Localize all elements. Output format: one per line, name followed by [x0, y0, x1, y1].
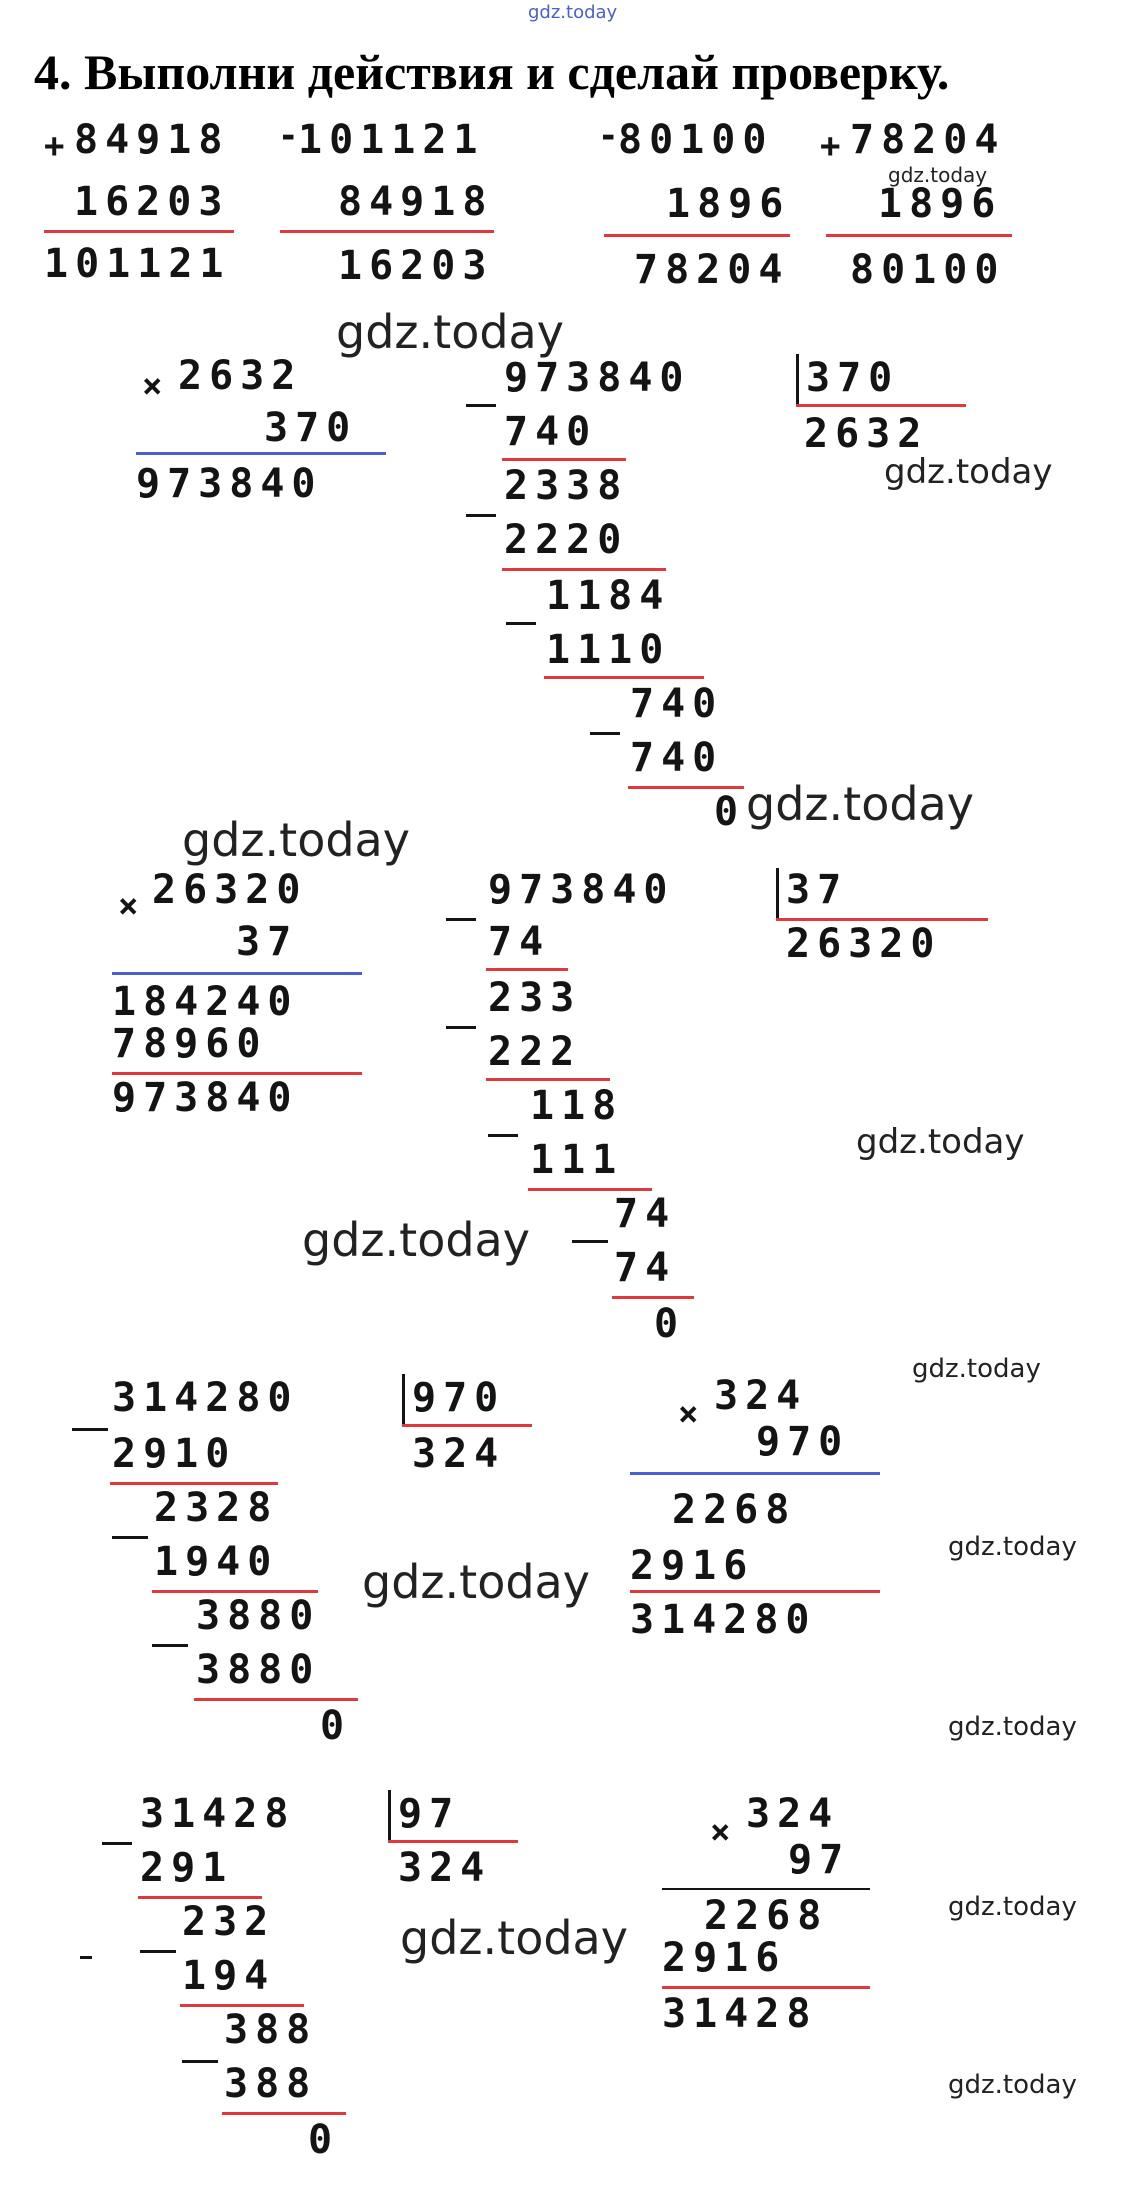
- step-line: [486, 968, 568, 971]
- minus-sign: [446, 918, 476, 921]
- step-subtrahend: 74: [614, 1245, 677, 1291]
- quotient: 2632: [804, 411, 929, 457]
- step-remainder: 118: [530, 1083, 624, 1129]
- product-line: [112, 972, 362, 975]
- factor-2: 970: [756, 1419, 850, 1465]
- watermark-large: gdz.today: [400, 1911, 628, 1965]
- factor-1: 2632: [178, 353, 303, 399]
- minus-sign: [572, 1240, 608, 1243]
- division-bracket: [796, 354, 799, 404]
- factor-2: 97: [788, 1837, 851, 1883]
- plus-sign: +: [44, 126, 65, 166]
- divisor: 970: [412, 1375, 506, 1421]
- minus-sign: [112, 1536, 148, 1539]
- product: 31428: [662, 1991, 818, 2037]
- factor-1: 324: [746, 1791, 840, 1837]
- partial-product-2: 78960: [112, 1021, 268, 1067]
- step-remainder: 2338: [504, 463, 629, 509]
- division-bracket: [402, 1374, 405, 1424]
- times-sign: ×: [142, 366, 163, 406]
- minus-sign: [72, 1428, 108, 1431]
- partial-product-2: 2916: [630, 1543, 755, 1589]
- times-sign: ×: [678, 1394, 699, 1434]
- minus-sign: [488, 1134, 518, 1137]
- difference: 16203: [338, 243, 494, 289]
- sum-line: [630, 1590, 880, 1593]
- dividend: 973840: [504, 355, 691, 401]
- minus-sign: [102, 1842, 132, 1845]
- subtrahend: 84918: [338, 179, 494, 225]
- minus-sign: [466, 404, 496, 407]
- minus-sign: [590, 732, 620, 735]
- watermark-large: gdz.today: [182, 813, 410, 867]
- divisor: 370: [806, 355, 900, 401]
- addend-1: 84918: [74, 117, 230, 163]
- step-subtrahend: 2220: [504, 517, 629, 563]
- step-subtrahend: 1110: [546, 627, 671, 673]
- addend-2: 1896: [878, 181, 1003, 227]
- step-remainder: 232: [182, 1899, 276, 1945]
- final-remainder: 0: [320, 1703, 352, 1749]
- factor-2: 370: [264, 405, 358, 451]
- step-subtrahend: 2910: [112, 1431, 237, 1477]
- step-remainder: 3880: [196, 1593, 321, 1639]
- watermark-top: gdz.today: [528, 2, 618, 23]
- step-subtrahend: 740: [504, 409, 598, 455]
- minus-sign: [466, 514, 496, 517]
- partial-product-1: 2268: [704, 1893, 829, 1939]
- division-bracket: [776, 868, 779, 918]
- minus-sign: [182, 2060, 218, 2063]
- product: 314280: [630, 1597, 817, 1643]
- quotient: 324: [412, 1431, 506, 1477]
- watermark-small: gdz.today: [948, 2070, 1077, 2100]
- subtrahend: 1896: [666, 181, 791, 227]
- times-sign: ×: [118, 886, 139, 926]
- factor-2: 37: [236, 919, 299, 965]
- plus-sign: +: [820, 126, 841, 166]
- watermark-small: gdz.today: [888, 163, 988, 187]
- addend-2: 16203: [74, 179, 230, 225]
- partial-product-1: 2268: [672, 1487, 797, 1533]
- final-remainder: 0: [654, 1301, 686, 1347]
- minuend: 80100: [618, 117, 774, 163]
- watermark-large: gdz.today: [362, 1555, 590, 1609]
- watermark-small: gdz.today: [948, 1892, 1077, 1922]
- sum: 80100: [850, 247, 1006, 293]
- minus-sign: [506, 622, 536, 625]
- step-subtrahend: 388: [224, 2061, 318, 2107]
- step-subtrahend: 740: [630, 735, 724, 781]
- quotient: 324: [398, 1845, 492, 1891]
- difference: 78204: [634, 247, 790, 293]
- step-remainder: 740: [630, 681, 724, 727]
- watermark-small: gdz.today: [948, 1532, 1077, 1562]
- dividend: 314280: [112, 1375, 299, 1421]
- step-remainder: 2328: [154, 1485, 279, 1531]
- times-sign: ×: [710, 1812, 731, 1852]
- step-remainder: 74: [614, 1191, 677, 1237]
- divisor: 37: [786, 867, 849, 913]
- step-subtrahend: 222: [488, 1029, 582, 1075]
- minuend: 101121: [298, 117, 485, 163]
- watermark-large: gdz.today: [746, 777, 974, 831]
- difference-line: [604, 234, 790, 237]
- step-subtrahend: 194: [182, 1953, 276, 1999]
- sum-line: [44, 230, 234, 233]
- final-remainder: 0: [714, 789, 746, 835]
- step-subtrahend: 74: [488, 919, 551, 965]
- product: 973840: [136, 461, 323, 507]
- minus-sign: [140, 1950, 176, 1953]
- dividend: 973840: [488, 867, 675, 913]
- watermark-medium: gdz.today: [884, 452, 1053, 492]
- step-subtrahend: 1940: [154, 1539, 279, 1585]
- step-remainder: 1184: [546, 573, 671, 619]
- step-remainder: 233: [488, 975, 582, 1021]
- difference-line: [280, 230, 494, 233]
- divisor: 97: [398, 1791, 461, 1837]
- watermark-large: gdz.today: [302, 1213, 530, 1267]
- step-subtrahend: 3880: [196, 1647, 321, 1693]
- product: 973840: [112, 1075, 299, 1121]
- step-remainder: 388: [224, 2007, 318, 2053]
- dividend: 31428: [140, 1791, 296, 1837]
- partial-product-2: 2916: [662, 1935, 787, 1981]
- final-remainder: 0: [308, 2117, 340, 2163]
- quotient-line: [796, 404, 966, 407]
- product-line: [136, 452, 386, 455]
- factor-1: 324: [714, 1373, 808, 1419]
- factor-1: 26320: [152, 867, 308, 913]
- step-subtrahend: 291: [140, 1845, 234, 1891]
- minus-sign: [152, 1644, 188, 1647]
- step-subtrahend: 111: [530, 1137, 624, 1183]
- product-line: [630, 1472, 880, 1475]
- sum-line: [826, 234, 1012, 237]
- sum: 101121: [44, 241, 231, 287]
- page-title: 4. Выполни действия и сделай проверку.: [34, 44, 950, 100]
- watermark-small: gdz.today: [948, 1712, 1077, 1742]
- minus-sign: -: [598, 116, 619, 156]
- division-bracket: [388, 1790, 391, 1840]
- minus-sign-stray: [80, 1956, 92, 1959]
- quotient-line: [402, 1424, 532, 1427]
- watermark-medium: gdz.today: [856, 1122, 1025, 1162]
- addend-1: 78204: [850, 117, 1006, 163]
- minus-sign: [446, 1026, 476, 1029]
- minus-sign: -: [278, 116, 299, 156]
- partial-product-1: 184240: [112, 979, 299, 1025]
- watermark-large: gdz.today: [336, 305, 564, 359]
- watermark-small: gdz.today: [912, 1354, 1041, 1384]
- quotient: 26320: [786, 921, 942, 967]
